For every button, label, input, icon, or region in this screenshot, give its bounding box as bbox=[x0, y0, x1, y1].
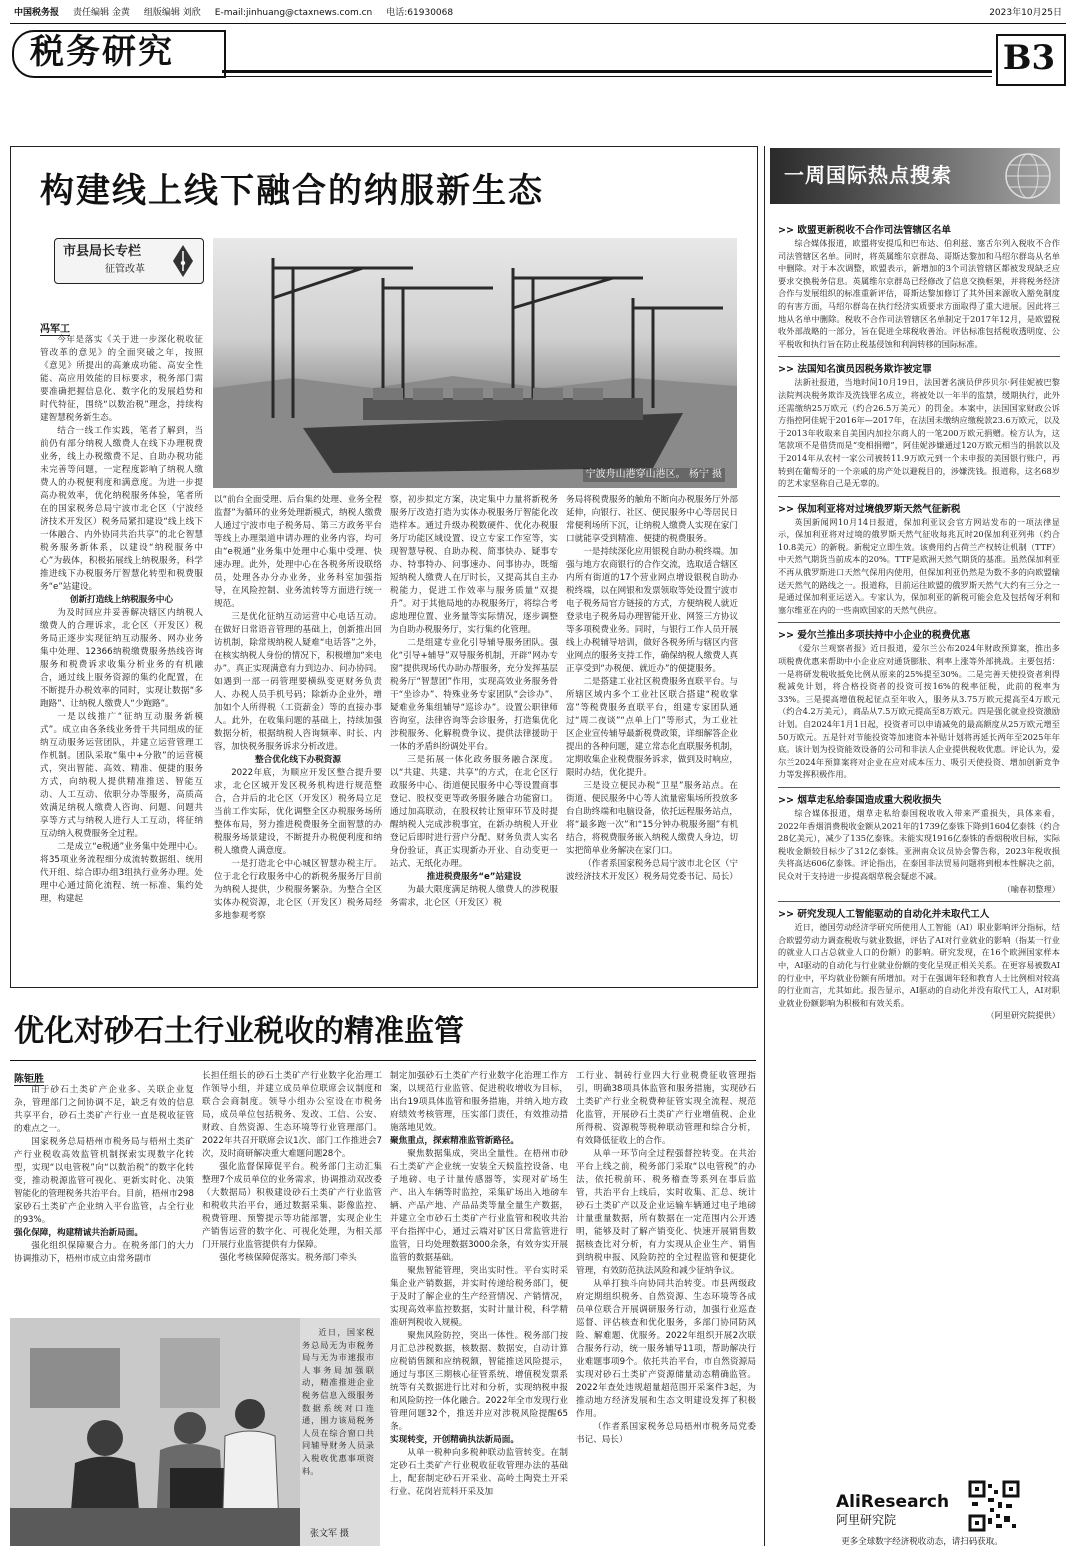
sidebar-news-headline: >> 烟草走私给泰国造成重大税收损失 bbox=[778, 794, 942, 806]
article2-subhead3: 实现转变，开创精确执法新局面。 bbox=[390, 1435, 519, 1445]
article1-col4-p4: 三是设立便民办税“卫星”服务站点。在街道、便民服务中心等人流量密集场所投放多台自助终端和电脑设备，依托远程服务站点，将“最多跑一次”和“15分钟办税服务圈”有机结合，将税费服务嵌入纳税人缴费人身边，切实把简单业务解决在家门口。 bbox=[566, 781, 738, 856]
sidebar-news-text: 综合媒体报道，烟草走私给泰国税收收入带来严重损失，具体来看，2022年香烟消费税收金额从2021年的1739亿泰铢下降到1604亿泰铢（约合28亿美元），减少了135亿泰铢。未能实现1916亿泰铢的香烟税收目标，实际税收金额较目标少了312亿泰铢。亚洲南众议员协会警告称，2023年税收损失将高达606亿泰铢。评论指出，在泰国非法贸易问题将到根本性解决之前，民众对于支持进一步提高烟草税会疑虑不减。 bbox=[778, 807, 1060, 881]
article1-col4-p3: 二是搭建工业社区税费服务直联平台。与所辖区域内多个工业社区联合搭建“税收掌富”等税费服务直联平台，组建专家团队通过“周二夜谈”“点单上门”等形式，为工业社区企业宣传辅导最新税费政策，详细解答企业提出的各种问题，建立常态化直联服务机制，定期收集企业税费服务诉求，做到及时响应，限时办结，优化提升。 bbox=[566, 677, 738, 778]
article1-col2-p1: 以“前台全面受理、后台集约处理、业务全程监督”为循环的业务处理新模式，纳税人缴费人通过宁波市电子税务局、第三方政务平台等线上办理渠道申请办理的业务内容，均可由“e税通”业务集中处理中心集中受理、快速办理。此外，处理中心在各税务所设联络员，处理各办分办业务，业务科室加强指导，在风险控制、业务流转等方面进行统一规范。 bbox=[214, 495, 382, 609]
article2-title-rule bbox=[10, 1060, 756, 1061]
sidebar-news-body bbox=[778, 807, 1060, 883]
article1-author-note: （作者系国家税务总局宁波市北仑区（宁波经济技术开发区）税务局党委书记、局长） bbox=[566, 859, 738, 882]
tax-office-photo-caption-text: 近日，国家税务总局无为市税务局与无为市速报市人事务局加强联动，精准推进企业税务信息入级服务数据系统对口连通，围力该局税务人员在综合窗口共同辅导财务人员录入税收优惠事项资料。 bbox=[302, 1327, 374, 1476]
article2-col4-p1: 工行业、制砖行业四大行业税费征收管理指引，明确38项具体监管和服务措施，实现砂石土类矿产行业全税费种征管实现全流程、规范化监管，开展砂石土类矿产行业增值税、企业所得税、资源税等税种联动管理和综合分析，有效降低征收上的合作。 bbox=[576, 1071, 756, 1146]
article2-col4 bbox=[576, 1070, 756, 1548]
article1-col3-p1: 察，初步拟定方案，决定集中力量将新税务服务厅改造打造为实体办税服务厅智能化改造样本。通过升级办税数硬件、优化办税服务厅功能区域设置、设立专家工作室等，实现智慧导税、自助办税、简事快办、疑事专办、特事特办、问事速办、问事协办，既缩短纳税人缴费人在厅时长，又提高其自主办税能力，促进工作效率与服务质量“双提升”。对于其他局地的办税服务厅，将综合考虑地理位置、业务量等实际情况，逐步调整为自助办税服务厅，实行集约化管理。 bbox=[390, 495, 558, 635]
article1-col1-p2: 结合一线工作实践，笔者了解到，当前仍有部分纳税人缴费人在线下办理税费业务，线上办税缴费不足、自助办税功能未完善等问题，一定程度影响了纳税人缴费人的办税便利度和满意度。为进一步提高办税效率，优化纳税服务体验，笔者所在的国家税务总局宁波市北仑区（宁波经济技术开发区）税务局紧扣建设“线上线下一体融合、内外协同共治共享”的北仑智慧税务服务新体系，以建设“纳税服务中心”为载体，积极拓展线上纳税服务，科学推进线下办税服务厅智慧化转型和税费服务“e”站建设。 bbox=[40, 426, 203, 592]
article2-col2-p3: 强化考核保障促落实。税务部门牵头 bbox=[219, 1253, 357, 1263]
article1-col2-p3: 2022年底，为顺应开发区整合提升要求，北仑区城开发区税务机构进行规范整合，合并后的北仑区（开发区）税务局立足当前工作实际，优化调整全区办税服务场所整体布局，努力推进税费服务全面智慧的办税服务场景建设，不断提升办税便利度和纳税人缴费人满意度。 bbox=[214, 768, 382, 856]
article2-author-note: （作者系国家税务总局梧州市税务局党委书记、局长） bbox=[576, 1422, 756, 1445]
sidebar-news-list bbox=[778, 224, 1060, 1484]
article1-col1 bbox=[40, 334, 203, 980]
qr-code-icon[interactable] bbox=[968, 1480, 1020, 1532]
sidebar-news-headline-text: 欧盟更新税收不合作司法管辖区名单 bbox=[797, 225, 951, 236]
article1-subhead1: 创新打造线上纳税服务中心 bbox=[69, 595, 174, 605]
sidebar-news-headline-text: 法国知名演员因税务欺诈被定罪 bbox=[797, 364, 932, 376]
article1-col1-p4: 一是以线推广“征纳互动服务新模式”。成立由各条线业务骨干共同组成的征纳互动服务运营团队，并建立运营管理工作机制。团队采取“集中+分散”的运营模式，突出智能、高效、精准、便捷的服务方式，向纳税人提供精准推送、智能互动、人工互动、依职分办等服务，高质高效满足纳税人缴费人咨询、问题、问题共享等方式与纳税人进行人工互动，将征纳互动纳入税费服务全过程。 bbox=[40, 712, 203, 839]
section-rule-thick bbox=[222, 70, 992, 73]
article2-col4-p2: 从单一环节向全过程强督控转变。在共治平台上线之前，税务部门采取“以电管税”的办法，依托税前环、税务稽查等系列在事后监管，共治平台上线后，实时收集、汇总、统计砂石土类矿产以及企业运输车辆通过电子地磅计量重量数据，所有数据在一定范围内公开透明，能够及时了解产销变化、快速开展销售数据核查比对分析，有力实现从企业生产、销售到纳税申报、风险防控的全过程监管和便捷化管理，有效防范执法风险和减少征纳争议。 bbox=[576, 1149, 756, 1276]
sidebar-news-text: 《爱尔兰观察者报》近日报道，爱尔兰公布2024年财政预算案，推出多项税费优惠来帮助中小企业应对通货膨胀、利率上涨等外部挑战。主要包括：一是将研发税收抵免比例从原来的25%提至30%。二是完善天使投资者利得税减免计划，将合格投资者的投资可按16%的税率征税，此前的税率为33%。三是提高增值税起征点至年收入，服务从3.75万欧元提高至4万欧元（约合4.2万美元），商品从7.5万欧元提高至8万欧元。四是强化就业投资激励计划。自2024年1月1日起，投资者可以申请减免的最高额度从25万欧元增至50万欧元。五是针对节能投资等加速资本补贴计划将再延长两年至2025年年底。该计划为投资能效设备的公司和非法人企业提供税收优惠。评论认为，爱尔兰2024年预算案将对企业在应对成本压力、吸引天使投资、增加创新竞争力等发挥积极作用。 bbox=[778, 643, 1060, 780]
tax-office-photo-caption bbox=[302, 1326, 374, 1516]
sidebar-news-body bbox=[778, 642, 1060, 781]
section-title: 税务研究 bbox=[30, 32, 174, 72]
issue-date: 2023年10月25日 bbox=[989, 8, 1062, 18]
sidebar-news-item bbox=[778, 503, 1060, 624]
sidebar-news-item bbox=[778, 224, 1060, 357]
article2-subhead2: 聚焦重点，探索精准监管新路径。 bbox=[390, 1136, 519, 1146]
sidebar-news-signoff: （阿里研究院提供） bbox=[986, 1010, 1060, 1021]
article2-col4-p3: 从单打独斗向协同共治转变。市县两级政府定期组织税务、自然资源、生态环境等各成员单位联合开展调研服务行动，加强行业巡查巡督、评估核查和优化服务，多部门协同防风险、解难题、优服务。2022年组织开展2次联合服务行动，统一服务辅导11项，帮助解决行业难题事项9个。依托共治平台，市自然资源局实现对砂石土类矿产资源储量动态精确监管。2022年查处违规超量超范围开采案件3起，为推动地方经济发展和生态文明建设发挥了积极作用。 bbox=[576, 1279, 756, 1419]
article2-col1-p1: 由于砂石土类矿产企业多、关联企业复杂，管理部门之间协调不足，缺乏有效的信息共享平台，砂石土类矿产行业一直是税收征管的难点之一。 bbox=[14, 1085, 194, 1134]
sidebar-news-text: 综合媒体报道，欧盟将安提瓜和巴布达、伯利兹、塞舌尔列入税收不合作司法管辖区名单。同时，将英属维尔京群岛、哥斯达黎加和马绍尔群岛从名单中删除。对于本次调整，欧盟表示，新增加的3个司法管辖区都被发现缺乏应要求交换税务信息。英属维尔京群岛已经修改了信息交换框架，并将税务经济合作与发展组织的标准重新评估，哥斯达黎加修订了其外国来源收入豁免制度的有害方面，马绍尔群岛在执行经济实质要求方面取得了重大进展。因此将三地从名单中删除。税收不合作司法管辖区名单制定于2017年12月，是欧盟税收外部战略的一部分，旨在促进全球税收善治。评估标准包括税收透明度、公平税收和执行旨在防止税基侵蚀和利润转移的国际标准。 bbox=[778, 238, 1060, 349]
aliresearch-tagline: 更多全球数字经济税收动态，请扫码获取。 bbox=[841, 1537, 1003, 1547]
article1-col3-p3: 三是拓展一体化政务服务融合深度。以“共建、共建、共享”的方式，在北仑区行政服务中心、街道便民服务中心等设置商事登记、股权变更等政务服务融合功能窗口。通过加高联动，在股权转让预审环节及时提醒纳税人完成涉税事宜，在新办纳税人开业登记后即时进行营户分配、财务负责人实名身份验证，真正实现新办开业、自动变更一站式、无纸化办理。 bbox=[390, 755, 558, 869]
tax-office-photo-credit: 张文军 摄 bbox=[310, 1529, 349, 1539]
sidebar-news-signoff: （喻春初整理） bbox=[1002, 883, 1060, 894]
article2-col2 bbox=[202, 1070, 382, 1310]
article1-col4-p2: 一是持续深化应用银税自助办税终端。加强与地方农商银行的合作交流，选取适合辖区内所有街道的17个营业网点增设银税自助办税终端，以在网银和发票领取等处设置宁波市电子税务局官方链接的方式，方便纳税人就近登录电子税务局办理智能开业、网签三方协议等多项税费业务。同时，与银行工作人员开展线上办税辅导培训，做好各税务所与辖区内营业网点的服务支持工作，确保纳税人缴费人真正享受到“办税便、就近办”的便捷服务。 bbox=[566, 547, 738, 674]
sidebar-news-headline: >> 研究发现人工智能驱动的自动化并未取代工人 bbox=[778, 909, 990, 921]
section-rule-thin bbox=[222, 76, 992, 77]
sidebar-news-text: 英国新闻网10月14日报道，保加利亚议会官方网站发布的一项法律显示，保加利亚将对过境的俄罗斯天然气征收每兆瓦时20保加利亚列弗（约合10.8美元）的新税。新税定立即生效。该费用约占荷兰产权转让机制（TTF）中天然气期货当前成本的20%。TTF是欧洲天然气期货的基准。虽然保加利亚不再从俄罗斯进口天然气保用内使用，但保加利亚仍然是为数不多的向欧盟输送天然气的路线之一。报道称，目前运往欧盟的俄罗斯天然气大约有三分之一是通过保加利亚运送入。专家认为，保加利亚的新税可能会危及包括匈牙利和塞尔维亚在内的一些南欧国家的天然气供应。 bbox=[778, 516, 1060, 615]
article1-subhead3: 推进税费服务“e”站建设 bbox=[426, 872, 522, 882]
article1-col2-p2: 三是优化征纳互动运营中心电话互动。在做好日常语音管理的基础上，创新推出回访机制，除常规纳税人疑难“电话答”之外，在核实纳税人身份的情况下，积极增加“来电办”。真正实现满意有力到边办、问办协同。如遇到一部一码管理要横纵变更财务负责人、办税人员手机号码；除新办企业外，增加如个人所得税（工资薪金）等的直接办事人。此外，在收集问题的基础上，持续加强数据分析，根据纳税人咨询频率、时长、内容，加快税务服务诉求分析改进。 bbox=[214, 612, 382, 752]
tax-officers-illustration bbox=[10, 1318, 300, 1546]
email-address: E-mail:jinhuang@ctaxnews.com.cn bbox=[214, 8, 373, 18]
sidebar-news-headline: >> 法国知名演员因税务欺诈被定罪 bbox=[778, 364, 932, 376]
article2-col1-p3: 强化组织保障聚合力。在税务部门的大力协调推动下，梧州市成立由常务副市 bbox=[14, 1241, 194, 1264]
sidebar-news-headline: >> 保加利亚将对过境俄罗斯天然气征新税 bbox=[778, 503, 961, 515]
article1-col3-p4: 为最大限度满足纳税人缴费人的涉税服务需求，北仑区（开发区）税 bbox=[390, 885, 558, 908]
aliresearch-logo bbox=[836, 1492, 950, 1532]
article1-col1-p1: 今年是落实《关于进一步深化税收征管改革的意见》的全面突破之年，按照《意见》所提出的高兼成功能、高安全性能、高应用效能的目标要求，税务部门需要准确把握信息化、数字化的发展趋势和时代特征，围绕“以数治税”理念，持续构建智慧税务新生态。 bbox=[40, 335, 203, 423]
top-rule bbox=[10, 23, 1066, 24]
article2-author: 陈钜胜 bbox=[14, 1070, 44, 1086]
sidebar-news-headline: >> 爱尔兰推出多项扶持中小企业的税费优惠 bbox=[778, 630, 971, 642]
paper-name: 中国税务报 bbox=[14, 8, 60, 18]
layout-editor-credit: 组版编辑 刘欣 bbox=[143, 8, 201, 18]
editor-credit: 责任编辑 金黄 bbox=[73, 8, 130, 18]
column-badge-sub: 征管改革 bbox=[105, 264, 145, 275]
aliresearch-logo-cn: 阿里研究院 bbox=[836, 1513, 897, 1527]
article2-col2-p1: 长担任组长的砂石土类矿产行业数字化治理工作领导小组，并建立成员单位联席会议制度和联合会商制度。领导小组办公室设在市税务局，成员单位包括税务、发改、工信、公安、财政、自然资源、生态环境等行业管理部门。2022年共召开联席会议1次、部门工作推进会7次，及时商研解决重大难题问题28个。 bbox=[202, 1071, 382, 1159]
sidebar-header-banner bbox=[770, 148, 1060, 204]
sidebar-news-body bbox=[778, 237, 1060, 350]
masthead-topline bbox=[14, 6, 1062, 20]
masthead bbox=[0, 0, 1076, 100]
phone-number: 电话:61930068 bbox=[386, 8, 454, 18]
tax-office-photo bbox=[10, 1318, 380, 1546]
sidebar-news-headline-text: 爱尔兰推出多项扶持中小企业的税费优惠 bbox=[797, 630, 971, 642]
port-cranes-illustration bbox=[213, 238, 737, 488]
article1-subhead2: 整合优化线下办税资源 bbox=[255, 755, 341, 765]
column-badge bbox=[54, 238, 204, 284]
article1-col2 bbox=[214, 494, 382, 980]
sidebar-news-item bbox=[778, 363, 1060, 496]
sidebar-news-body bbox=[778, 516, 1060, 617]
sidebar-news-text: 近日，德国劳动经济学研究所使用人工智能（AI）职业影响评分指标，结合欧盟劳动力调查税收与就业数据，评估了AI对行业就业的影响（指某一行业的就业人口占总就业人口的份额）的影响。研究发现，在16个欧洲国家样本中，AI驱动的自动化与行业就业份额的变化呈现正相关关系。在更容易被数AI的行业中，平均就业份额有所增加。对于在强调年轻和教育人士比例相对较高的行业而言，尤其如此。报告显示，AI驱动的自动化并没有取代工人，AI对职业就业份额影响为积极和有效关系。 bbox=[778, 922, 1060, 1008]
sidebar-news-headline-text: 研究发现人工智能驱动的自动化并未取代工人 bbox=[797, 909, 990, 921]
article2-col1-p2: 国家税务总局梧州市税务局与梧州土类矿产行业税收高效监管机制探索实现数字化转型，实现“以电管税”向“以数治税”的数字化转变，推动税源监管可视化、更新实时化、决策智能化的管理税务共治平台。目前，梧州市298家砂石土类矿产企业纳入平台监管，占全行业的93%。 bbox=[14, 1137, 194, 1225]
article2-col2-p2: 强化监督保障促平台。税务部门主动汇集整理7个成员单位的业务需求，协调推动双改委（大数据局）积极建设砂石土类矿产行业监管和税收共治平台，通过数据采集、影像监控、税费管理、预警提示等功能部署，实现企业生产销售运营的数字化、可视化处理，为相关部门开展行业监管提供有力保障。 bbox=[202, 1162, 382, 1250]
sidebar-news-body bbox=[778, 921, 1060, 1009]
article2-title: 优化对砂石土行业税收的精准监管 bbox=[14, 1014, 464, 1049]
article2-col3-p4: 聚焦风险防控，突出一体性。税务部门按月汇总涉税数据，核数据、数据安，自动计算应税销售额和应纳税额，智能推送风险提示，通过与事区三期核心征管系统、增值税发票系统等有关数据进行比对和分析，实现纳税申报和风险防控一体化融合。2022年全市发现行业管理问题32个，推送并应对涉税风险提醒65条。 bbox=[390, 1331, 568, 1432]
article2-col3-p3: 聚焦智能管理，突出实时性。平台实时采集企业产销数据，并实时传递给税务部门，便于及时了解企业的生产经营情况、产销情况，实现高效率监控数据，实时计量计税，科学精准研判税收入规模。 bbox=[390, 1266, 568, 1328]
sidebar-news-headline-text: 烟草走私给泰国造成重大税收损失 bbox=[797, 794, 942, 806]
article1-title: 构建线上线下融合的纳服新生态 bbox=[40, 171, 544, 211]
sidebar-news-headline-text: 保加利亚将对过境俄罗斯天然气征新税 bbox=[797, 503, 961, 515]
port-photo bbox=[213, 238, 737, 488]
column-badge-title: 市县局长专栏 bbox=[63, 244, 142, 259]
port-photo-caption: 宁波舟山港穿山港区。 杨宁 摄 bbox=[583, 468, 725, 482]
article2-subhead1: 强化保障，构建精诚共治新局面。 bbox=[14, 1228, 143, 1238]
article2-col3 bbox=[390, 1070, 568, 1548]
article1-col3 bbox=[390, 494, 558, 980]
aliresearch-logo-en: AliResearch bbox=[836, 1492, 950, 1512]
article2-col3-p1: 制定加强砂石土类矿产行业数字化治理工作方案，以规范行业监管、促进税收增收为目标，出台19项具体监管和服务措施，并纳入地方政府绩效考核管理，压实部门责任，有效推动措施落地见效。 bbox=[390, 1071, 568, 1133]
article1-col2-p4: 一是打造北仑中心城区智慧办税主厅。位于北仑行政服务中心的新税务服务厅目前为纳税人提供，少税服务繁杂。为整合全区实体办税资源，北仑区（开发区）税务局经多地参观考察 bbox=[214, 859, 382, 921]
sidebar-news-item bbox=[778, 794, 1060, 902]
article2-col1 bbox=[14, 1084, 194, 1310]
sidebar-news-item bbox=[778, 908, 1060, 1028]
sidebar-news-body bbox=[778, 376, 1060, 489]
fountain-pen-icon bbox=[167, 243, 199, 279]
sidebar-header-title: 一周国际热点搜索 bbox=[784, 163, 952, 187]
sidebar-news-item bbox=[778, 629, 1060, 788]
sidebar-news-headline: >> 欧盟更新税收不合作司法管辖区名单 bbox=[778, 225, 951, 236]
article2-col3-p5: 从单一税种向多税种联动监管转变。在制定砂石土类矿产行业税收征收管理办法的基础上，配套制定砂石开采业、高岭土陶瓷土开采行业、花岗岩荒料开采及加 bbox=[390, 1448, 568, 1497]
article2-col3-p2: 聚焦数据集成，突出全量性。在梧州市砂石土类矿产企业统一安装全天候监控设备、电子地磅、电子计量传感器等，实现对矿场生产、出入车辆等时监控，采集矿场出入地磅车辆、产品产地、产品品类等量全量生产数据，并建立全市砂石土类矿产行业监管和税收共治平台指挥中心，通过云端对矿区日常监管进行监管，日均处理数据3000余条，有效夯实开展监管的数据基础。 bbox=[390, 1149, 568, 1263]
article1-col4 bbox=[566, 494, 738, 980]
article1-col1-p3: 为及时回应并妥善解决辖区内纳税人缴费人的合理诉求，北仑区（开发区）税务局正逐步实现征纳互动服务、网办业务集中处理、12366纳税缴费服务热线咨询服务和税费诉求收集分析业务的有机融合，通过线上服务资源的集约化配置，在不断提升办税效率的同时，实现让数据“多跑路”、让纳税人缴费人“少跑路”。 bbox=[40, 608, 203, 709]
article1-col3-p2: 二是组建专业化引导辅导服务团队。强化“引导+辅导”双导服务机制，开辟“网办专窗”提供现场代办助办帮服务，充分发挥基层税务厅“智慧团”作用，实现高效业务服务骨干“坐诊办”、特殊业务专家团队“会诊办”、疑难业务集组辅导“巡诊办”。设置公职律师咨询室，法律咨询等会诊服务，打造集优化涉税服务、化解税费争议、提供法律援助于一体的矛盾纠纷调处平台。 bbox=[390, 638, 558, 752]
page-number: B3 bbox=[1002, 38, 1056, 78]
sidebar-news-text: 法新社报道，当地时间10月19日，法国著名演员伊莎贝尔·阿佳妮被巴黎法院判决税务欺诈及洗钱罪名成立，将被处以一年半的监禁，缓期执行，此外还需缴纳25万欧元（约合26.5万美元）的罚金。本案中，法国国家财政公诉方指控阿佳妮于2016年—2017年，在法国未缴纳应缴税款23.6万欧元，以及于2013年收取来自美国内加拉尔商人的一笔200万欧元捐赠。检方认为，这笔款项不是借贷而是“变相捐赠”，阿佳妮涉嫌通过120万欧元相当的捐款以及于2014年从农村一家公司被转11.9万欧元到一个未申报的美国银行账户，再转到在葡萄牙的一个亲戚的房产处以避税目的，涉嫌洗钱。报道称，这名68岁的艺术家坚称自己是无辜的。 bbox=[778, 377, 1060, 489]
article1-col1-p5: 二是成立“e税通”业务集中处理中心。将35项业务流程细分成流转数据组、统用代开组、综合即办组3组执行业务办理。处理中心通过简化流程、统一标准、集约处理，构建起 bbox=[40, 842, 203, 904]
article1-author: 冯军工 bbox=[40, 320, 70, 336]
globe-icon bbox=[1000, 150, 1056, 202]
article1-col4-p1: 务局将税费服务的触角不断向办税服务厅外部延伸，向银行、社区、便民服务中心等居民日常便利场所下沉，让纳税人缴费人实现在家门口就能享受到精准、便捷的税费服务。 bbox=[566, 495, 738, 544]
